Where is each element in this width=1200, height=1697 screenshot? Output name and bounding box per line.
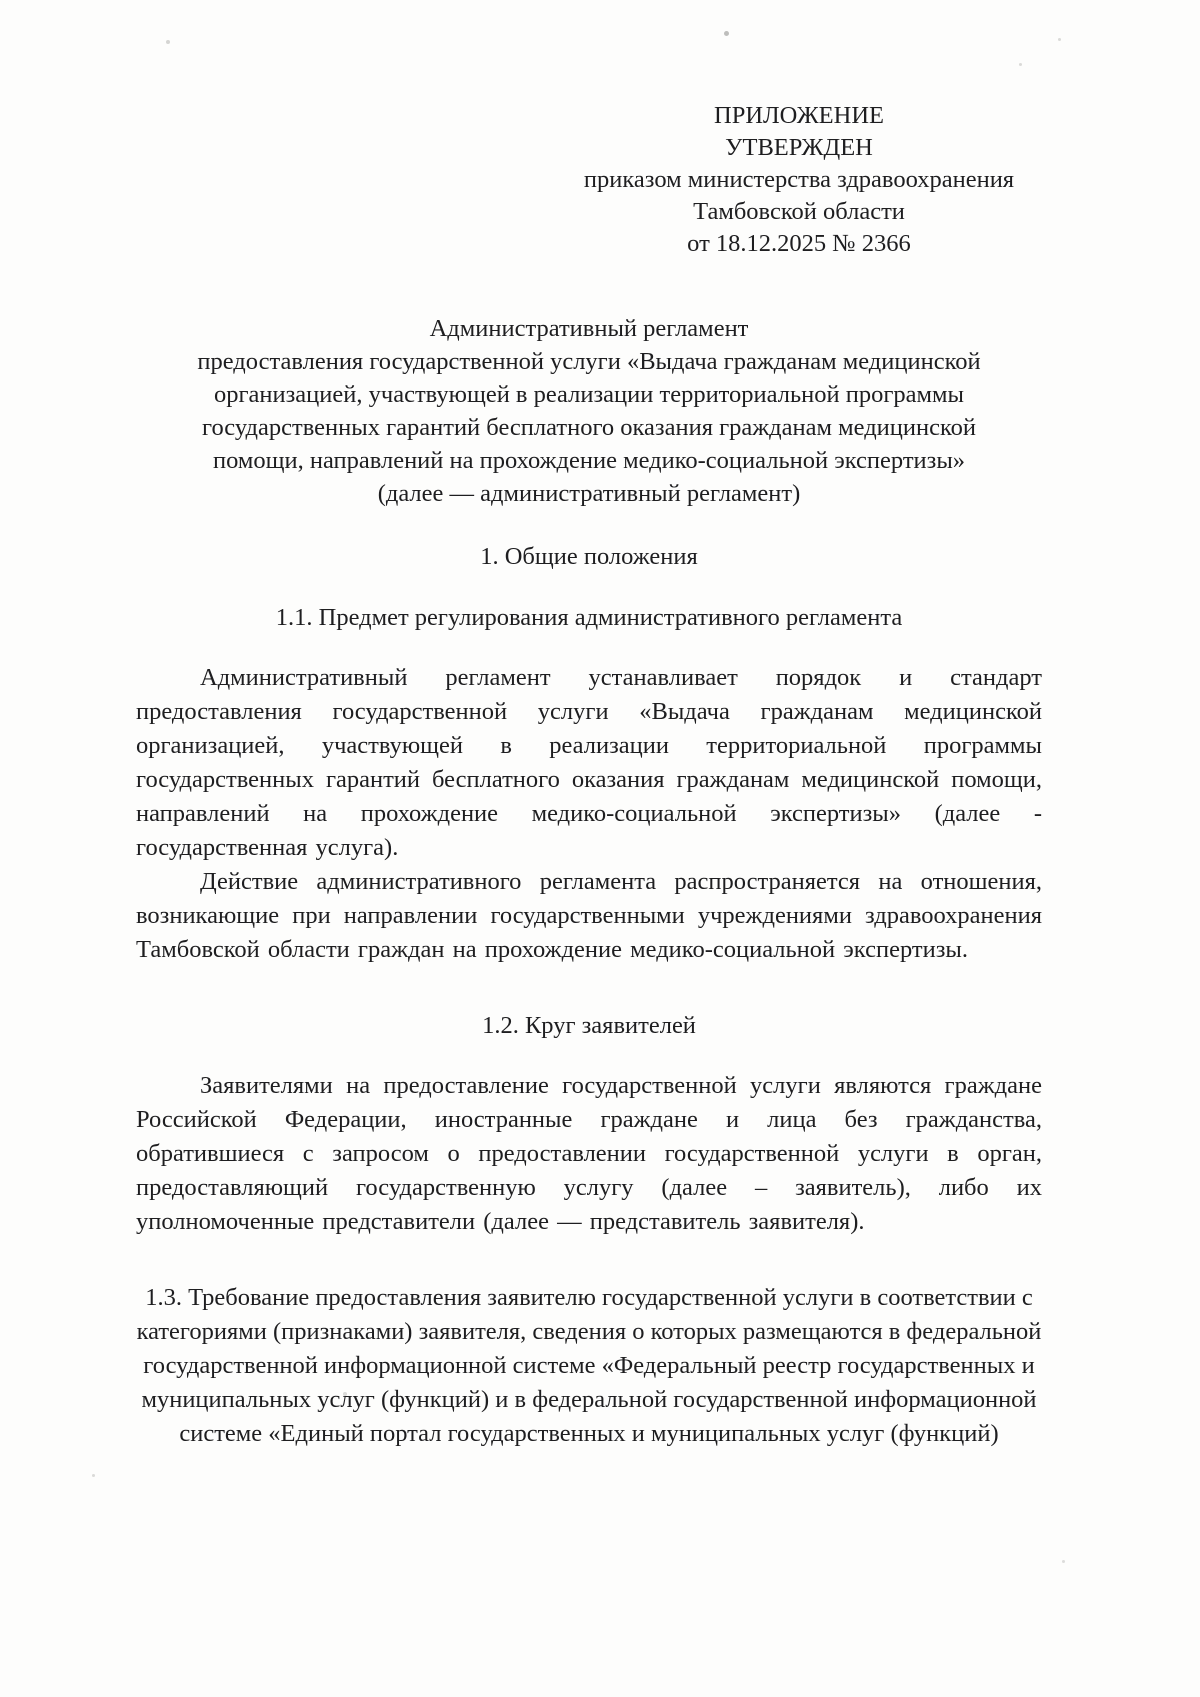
- document-title-line: Административный регламент: [429, 315, 749, 342]
- document-title-line: государственных гарантий бесплатного оказания гражданам медицинской: [202, 414, 976, 441]
- scan-noise-dot: [724, 31, 729, 36]
- section-1-1-paragraph: Административный регламент устанавливает порядок и стандарт предоставления государственной услуги «Выдача гражданам медицинской организацией, участвующей в реализации территориальной программы государственных гарантий бесплатного оказания гражданам медицинской помощи, направлений на прохождение медико-социальной экспертизы» (далее - государственная услуга).: [136, 664, 1042, 861]
- document-title-line: предоставления государственной услуги «Выдача гражданам медицинской: [197, 348, 981, 375]
- approval-block: [558, 100, 1040, 260]
- section-1-1-paragraph: Действие административного регламента распространяется на отношения, возникающие при направлении государственными учреждениями здравоохранения Тамбовской области граждан на прохождение медико-социальной экспертизы.: [136, 868, 1042, 963]
- scan-noise-dot: [92, 1474, 95, 1477]
- approval-line-order: приказом министерства здравоохранения: [583, 166, 1015, 193]
- scan-noise-dot: [343, 1392, 347, 1396]
- scan-noise-dot: [1058, 38, 1061, 41]
- section-1-3-heading: 1.3. Требование предоставления заявителю государственной услуги в соответствии с категориями (признаками) заявителя, сведения о которых размещаются в федеральной государственной информационной системе «Федеральный реестр государственных и муниципальных услуг (функций) и в федеральной государственной информационной системе «Единый портал государственных и муниципальных услуг (функций): [136, 1284, 1042, 1447]
- section-1-heading: 1. Общие положения: [480, 543, 698, 570]
- scan-noise-dot: [1019, 63, 1022, 66]
- document-title-line: организацией, участвующей в реализации территориальной программы: [213, 381, 965, 408]
- approval-line-region: Тамбовской области: [693, 198, 905, 225]
- document-title: [136, 312, 1042, 510]
- section-1-2-paragraph: Заявителями на предоставление государственной услуги являются граждане Российской Федерации, иностранные граждане и лица без гражданства, обратившиеся с запросом о предоставлении государственной услуги в орган, предоставляющий государственную услугу (далее – заявитель), либо их уполномоченные представители (далее — представитель заявителя).: [136, 1072, 1042, 1235]
- document-title-line: помощи, направлений на прохождение медико-социальной экспертизы»: [212, 447, 966, 474]
- document-title-line: (далее — административный регламент): [377, 480, 801, 507]
- approval-line-appendix: ПРИЛОЖЕНИЕ: [714, 102, 884, 129]
- approval-line-approved: УТВЕРЖДЕН: [725, 134, 873, 161]
- scan-noise-dot: [1062, 1560, 1065, 1563]
- scan-noise-dot: [166, 40, 170, 44]
- section-1-2-heading: 1.2. Круг заявителей: [482, 1012, 696, 1039]
- section-1-1-heading: 1.1. Предмет регулирования административного регламента: [275, 604, 903, 631]
- approval-line-date-number: от 18.12.2025 № 2366: [687, 230, 911, 257]
